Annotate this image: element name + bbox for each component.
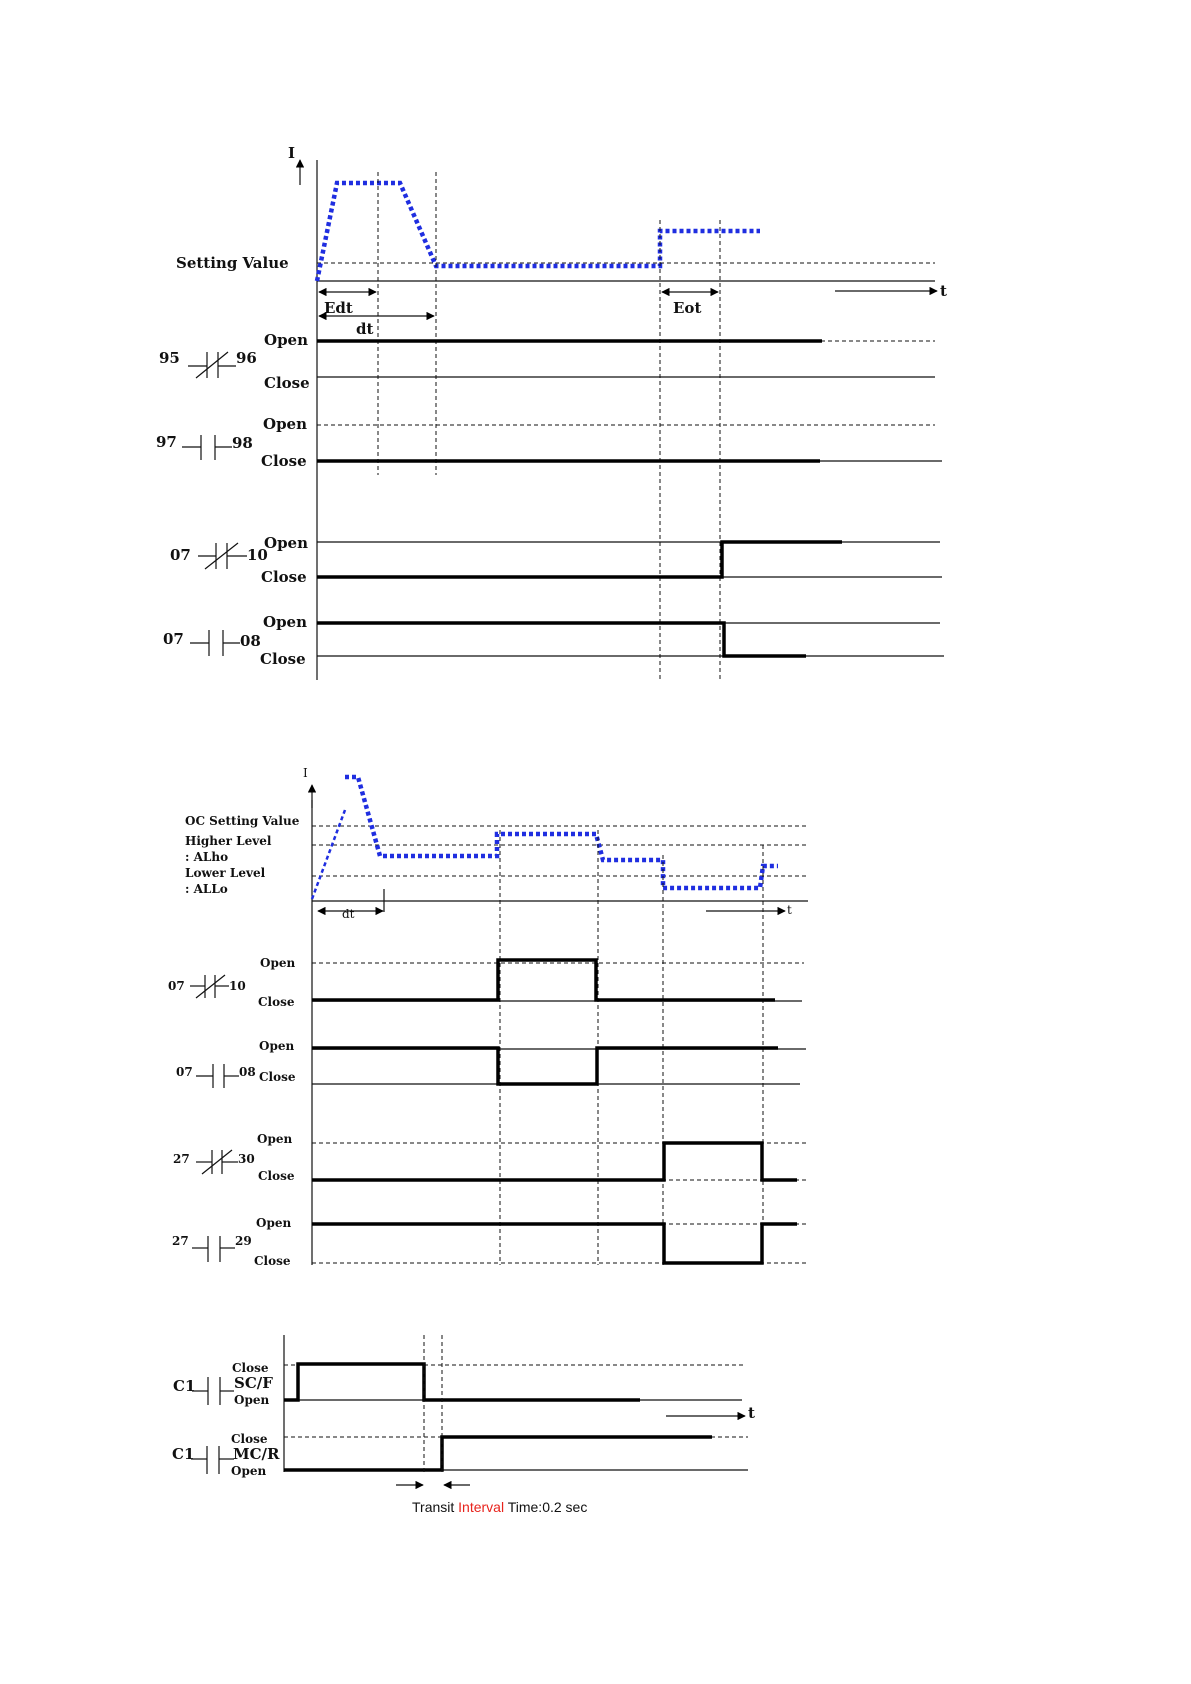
nc-contact-icon bbox=[190, 975, 229, 998]
contact-terminal-right: 10 bbox=[229, 979, 246, 993]
state-close-label: Close bbox=[258, 995, 295, 1009]
d1-axis-i-label: I bbox=[288, 144, 296, 162]
state-close-label: Close bbox=[261, 568, 307, 586]
state-close-label: Close bbox=[232, 1361, 269, 1375]
contact-terminal-right: 08 bbox=[239, 1065, 256, 1079]
d1-signal-07-10 bbox=[317, 542, 842, 577]
state-open-label: Open bbox=[263, 613, 308, 631]
d3-signal-scf bbox=[284, 1364, 640, 1400]
contact-terminal-left: 07 bbox=[168, 979, 185, 993]
contact-terminal-left: 95 bbox=[159, 349, 180, 367]
d3-transit-interval-caption bbox=[412, 1499, 587, 1515]
contact-name-label: SC/F bbox=[234, 1374, 273, 1392]
d2-axis-i-label: I bbox=[303, 766, 308, 780]
caption-post: Time:0.2 sec bbox=[504, 1499, 588, 1515]
state-open-label: Open bbox=[256, 1216, 292, 1230]
state-open-label: Open bbox=[234, 1393, 270, 1407]
d1-contact-07-08 bbox=[163, 613, 944, 668]
state-close-label: Close bbox=[258, 1169, 295, 1183]
contact-terminal-right: 98 bbox=[232, 434, 253, 452]
state-close-label: Close bbox=[260, 650, 306, 668]
no-contact-icon bbox=[191, 1446, 234, 1474]
contact-terminal-right: 08 bbox=[240, 632, 261, 650]
contact-terminal-right: 96 bbox=[236, 349, 257, 367]
d2-higher-code-label: : ALho bbox=[185, 850, 229, 864]
d2-contact-27-30 bbox=[173, 1132, 806, 1183]
d2-higher-level-label: Higher Level bbox=[185, 834, 272, 848]
d1-contact-95-96 bbox=[159, 331, 935, 392]
d1-setting-value-label: Setting Value bbox=[176, 254, 289, 272]
state-open-label: Open bbox=[264, 331, 309, 349]
d1-current-waveform bbox=[317, 183, 760, 281]
d2-current-ramp bbox=[312, 810, 345, 899]
no-contact-icon bbox=[196, 1064, 239, 1088]
d2-oc-setting-label: OC Setting Value bbox=[185, 814, 300, 828]
d2-dt-label: dt bbox=[342, 907, 355, 921]
no-contact-icon bbox=[192, 1377, 234, 1405]
contact-terminal-left: 27 bbox=[173, 1152, 190, 1166]
state-open-label: Open bbox=[259, 1039, 295, 1053]
nc-contact-icon bbox=[188, 352, 236, 378]
state-close-label: Close bbox=[254, 1254, 291, 1268]
contact-terminal-left: 27 bbox=[172, 1234, 189, 1248]
state-open-label: Open bbox=[264, 534, 309, 552]
d1-dt-label: dt bbox=[356, 320, 374, 338]
d1-contact-97-98 bbox=[156, 415, 942, 470]
d1-eot-label: Eot bbox=[673, 299, 702, 317]
contact-terminal-left: 07 bbox=[176, 1065, 193, 1079]
d3-signal-mcr bbox=[284, 1437, 712, 1470]
no-contact-icon bbox=[190, 630, 240, 656]
contact-terminal-left: 07 bbox=[163, 630, 184, 648]
state-open-label: Open bbox=[231, 1464, 267, 1478]
diagram-2-alarm-level-timing bbox=[168, 766, 808, 1268]
d1-signal-07-08 bbox=[317, 623, 806, 656]
d3-axis-t-label: t bbox=[748, 1404, 755, 1422]
state-open-label: Open bbox=[257, 1132, 293, 1146]
contact-terminal-right: 10 bbox=[247, 546, 268, 564]
contact-terminal-left: C1 bbox=[172, 1445, 195, 1463]
contact-terminal-left: 07 bbox=[170, 546, 191, 564]
state-open-label: Open bbox=[263, 415, 308, 433]
d2-signal-07-08 bbox=[312, 1048, 778, 1084]
d2-axis-t-label: t bbox=[787, 903, 792, 917]
d2-lower-code-label: : ALLo bbox=[185, 882, 228, 896]
contact-name-label: MC/R bbox=[233, 1445, 280, 1463]
nc-contact-icon bbox=[196, 1150, 238, 1174]
no-contact-icon bbox=[182, 435, 232, 460]
diagram-3-transit-interval bbox=[172, 1335, 755, 1515]
d1-axis-t-label: t bbox=[940, 282, 947, 300]
state-close-label: Close bbox=[264, 374, 310, 392]
d3-contact-c1-mcr bbox=[172, 1432, 748, 1478]
d2-signal-27-30 bbox=[312, 1143, 797, 1180]
state-close-label: Close bbox=[231, 1432, 268, 1446]
d2-contact-07-10 bbox=[168, 956, 804, 1009]
d2-lower-level-label: Lower Level bbox=[185, 866, 266, 880]
d2-current-waveform bbox=[345, 777, 778, 888]
d1-contact-07-10 bbox=[170, 534, 942, 586]
d2-contact-07-08 bbox=[176, 1039, 806, 1088]
diagram-1-overcurrent-timing bbox=[156, 144, 947, 682]
nc-contact-icon bbox=[198, 543, 247, 569]
state-close-label: Close bbox=[259, 1070, 296, 1084]
contact-terminal-left: C1 bbox=[173, 1377, 196, 1395]
d2-signal-27-29 bbox=[312, 1224, 797, 1263]
contact-terminal-right: 30 bbox=[238, 1152, 255, 1166]
d2-contact-27-29 bbox=[172, 1216, 806, 1268]
no-contact-icon bbox=[192, 1236, 235, 1262]
contact-terminal-left: 97 bbox=[156, 433, 177, 451]
caption-highlight: Interval bbox=[458, 1499, 505, 1515]
contact-terminal-right: 29 bbox=[235, 1234, 252, 1248]
caption-pre: Transit bbox=[412, 1499, 459, 1515]
state-close-label: Close bbox=[261, 452, 307, 470]
state-open-label: Open bbox=[260, 956, 296, 970]
d3-contact-c1-scf bbox=[173, 1361, 745, 1407]
d2-signal-07-10 bbox=[312, 960, 775, 1000]
d1-edt-label: Edt bbox=[324, 299, 353, 317]
